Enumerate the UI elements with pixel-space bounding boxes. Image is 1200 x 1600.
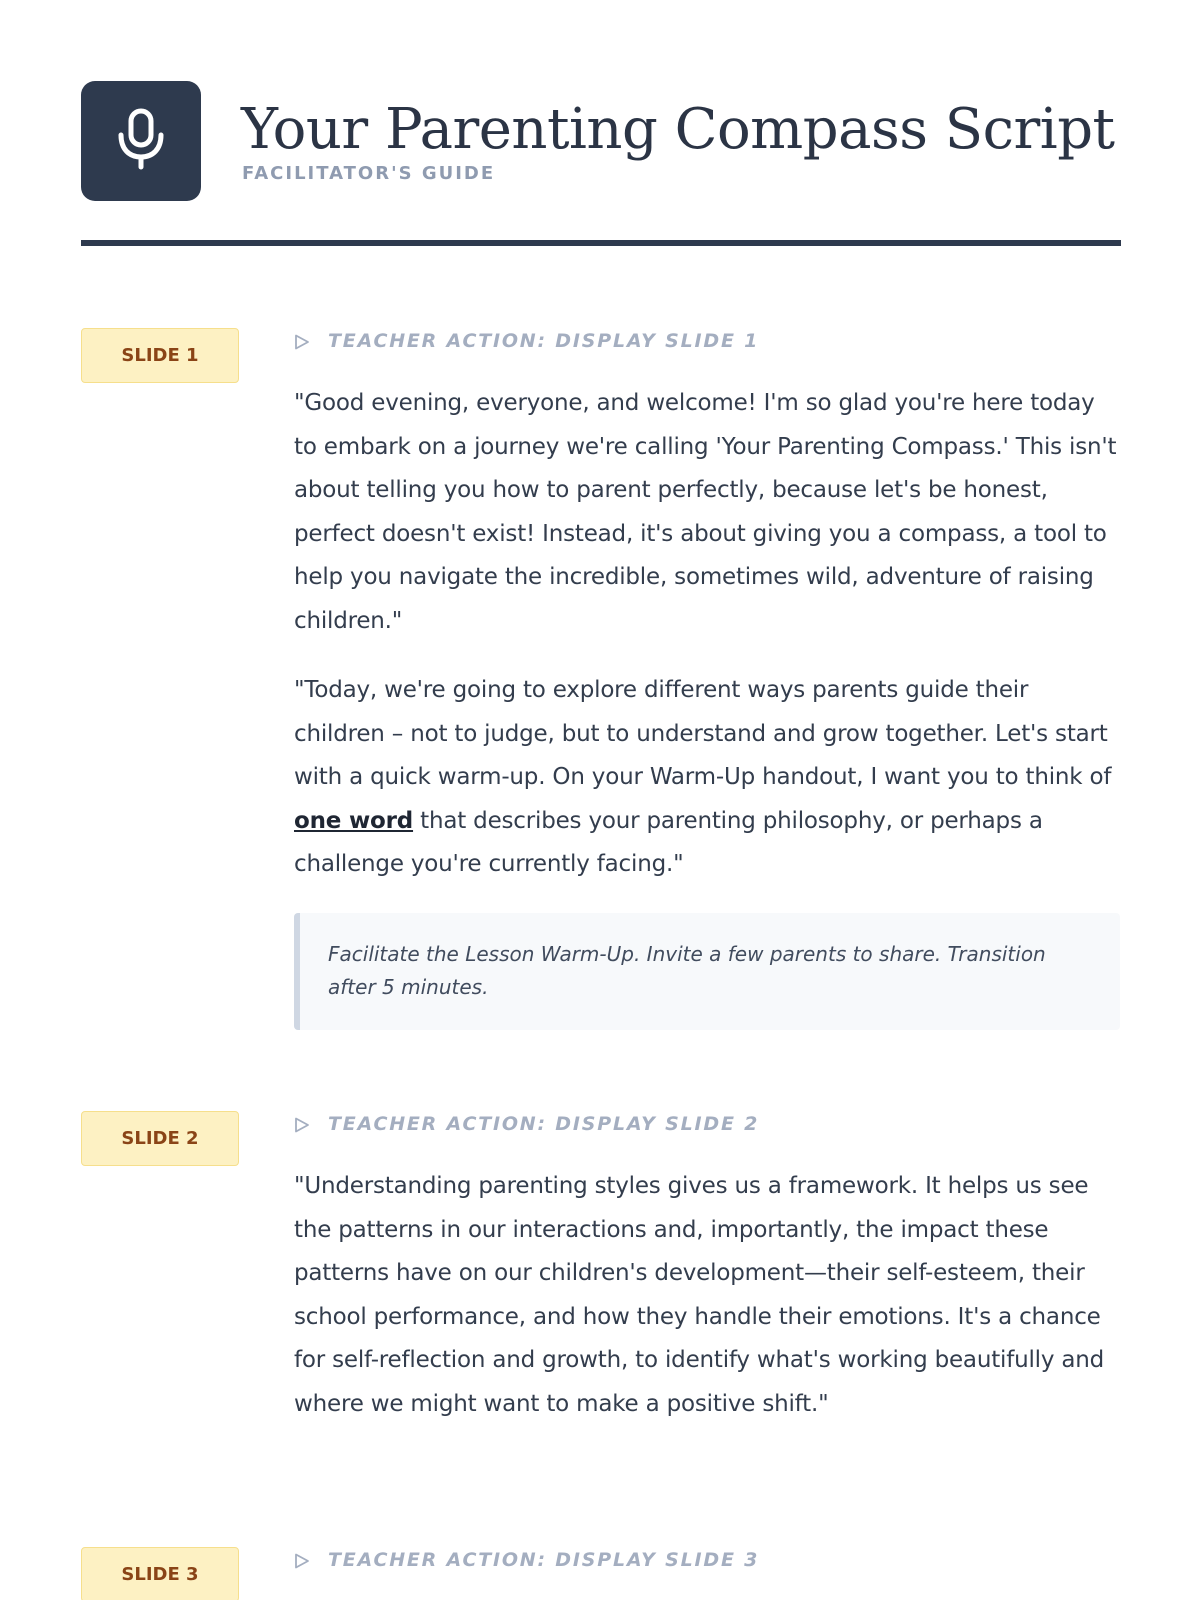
teacher-action-label: TEACHER ACTION: DISPLAY SLIDE 1 <box>328 330 760 352</box>
script-paragraph <box>294 669 1124 887</box>
play-icon <box>294 333 310 349</box>
script-page <box>81 0 1121 1600</box>
slide-content <box>294 328 1124 1030</box>
logo-badge <box>81 81 201 201</box>
slide-badge: SLIDE 3 <box>81 1547 239 1600</box>
teacher-action <box>294 328 1124 354</box>
script-text: "Today, we're going to explore different ways parents guide their children – not to judge, but to understand and grow together. Let's start with a quick warm-up. On your Warm-Up handout, I want you to think of <box>294 677 1112 790</box>
teacher-action-label: TEACHER ACTION: DISPLAY SLIDE 2 <box>328 1113 760 1135</box>
microphone-icon <box>115 107 167 175</box>
script-text: that describes your parenting philosophy, or perhaps a challenge you're currently facing." <box>294 807 1043 877</box>
header-divider <box>81 240 1121 246</box>
page-subtitle: FACILITATOR'S GUIDE <box>242 163 496 184</box>
teacher-action <box>294 1111 1124 1137</box>
page-title: Your Parenting Compass Script <box>241 97 1115 162</box>
slide-content <box>294 1111 1124 1426</box>
play-icon <box>294 1116 310 1132</box>
emphasis-text: one word <box>294 807 414 834</box>
script-paragraph: "Understanding parenting styles gives us a framework. It helps us see the patterns in our interactions and, importantly, the impact these patterns have on our children's development—their self-esteem, their school performance, and how they handle their emotions. It's a chance for self-reflection and growth, to identify what's working beautifully and where we might want to make a positive shift." <box>294 1173 1105 1417</box>
slide-badge: SLIDE 1 <box>81 328 239 383</box>
slide-content <box>294 1547 1124 1573</box>
page-header <box>81 81 1121 201</box>
slide-badge: SLIDE 2 <box>81 1111 239 1166</box>
teacher-action <box>294 1547 1124 1573</box>
script-paragraph: "Good evening, everyone, and welcome! I'm so glad you're here today to embark on a journey we're calling 'Your Parenting Compass.' This isn't about telling you how to parent perfectly, because let's be honest, perfect doesn't exist! Instead, it's about giving you a compass, a tool to help you navigate the incredible, sometimes wild, adventure of raising children." <box>294 390 1117 634</box>
facilitator-note: Facilitate the Lesson Warm-Up. Invite a few parents to share. Transition after 5 minutes. <box>294 913 1120 1030</box>
teacher-action-label: TEACHER ACTION: DISPLAY SLIDE 3 <box>328 1549 760 1571</box>
play-icon <box>294 1552 310 1568</box>
